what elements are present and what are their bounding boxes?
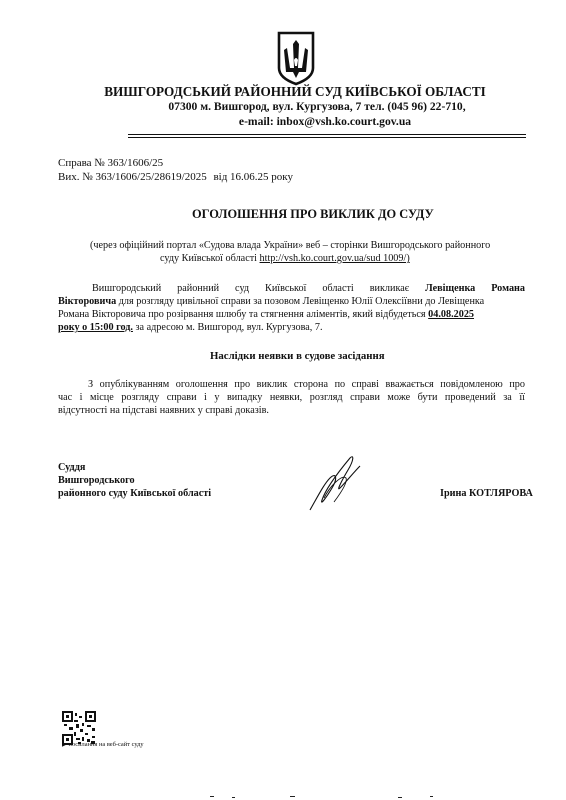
judge-title-2: Вишгородського — [58, 475, 135, 486]
body1-line-1 — [92, 282, 525, 295]
subtitle-line-2 — [160, 252, 410, 265]
body1-text: Вишгородський районний суд Київської області викликає — [92, 283, 410, 294]
judge-name: Ірина КОТЛЯРОВА — [440, 488, 533, 499]
judge-title-3: районного суду Київської області — [58, 488, 212, 499]
judge-title-1: Суддя — [58, 462, 86, 473]
body2-line-3: відсутності на підставі наявних у справі доказів. — [58, 405, 269, 416]
court-email: e-mail: inbox@vsh.ko.court.gov.ua — [238, 115, 412, 128]
body2-line-1: З опублікуванням оголошення про виклик сторона по справі вважається повідомленою про — [88, 379, 525, 390]
document-title: ОГОЛОШЕННЯ ПРО ВИКЛИК ДО СУДУ — [192, 207, 434, 221]
body1-line-4 — [58, 321, 323, 334]
summoned-person: Левіщенка Романа — [425, 283, 526, 294]
outgoing-date: від 16.06.25 року — [213, 171, 293, 183]
case-number: Справа № 363/1606/25 — [58, 157, 164, 169]
header-rule-bottom — [128, 137, 526, 138]
court-name: ВИШГОРОДСЬКИЙ РАЙОННИЙ СУД КИЇВСЬКОЇ ОБЛАСТІ — [104, 84, 486, 99]
scan-artifact — [210, 796, 214, 797]
summoned-person-cont: Вікторовича — [58, 296, 117, 307]
court-address: 07300 м. Вишгород, вул. Кургузова, 7 тел. (045 96) 22-710, — [168, 100, 466, 113]
hearing-date: 04.08.2025 — [428, 309, 475, 320]
consequences-heading: Наслідки неявки в судове засідання — [210, 350, 385, 362]
handwritten-signature-icon — [300, 448, 370, 518]
qr-caption — [62, 741, 144, 749]
hearing-time: року о 15:00 год. — [58, 322, 133, 333]
coat-of-arms-icon — [276, 30, 316, 86]
scan-artifact — [232, 797, 235, 798]
header-rule-top — [128, 134, 526, 135]
body1-line-2 — [58, 295, 484, 308]
body1-line-3 — [58, 308, 474, 321]
body2-line-2: час і місце розгляду справи і у випадку неявки, розгляд справи може бути проведений за її — [58, 392, 525, 403]
qr-caption-text: посилання на веб-сайт суду — [68, 741, 144, 748]
subtitle-line-1: (через офіційний портал «Судова влада України» веб – сторінки Вишгородського районного — [90, 240, 491, 251]
hearing-address: за адресою м. Вишгород, вул. Кургузова, 7. — [135, 322, 323, 333]
scan-artifact — [430, 796, 433, 797]
outgoing-number: Вих. № 363/1606/25/28619/2025 — [58, 171, 207, 183]
pointer-icon: ▶ — [62, 741, 67, 748]
outgoing-number-row — [58, 171, 293, 184]
body1-text-3: Романа Вікторовича про розірвання шлюбу та стягнення аліментів, який відбудеться — [58, 309, 426, 320]
scan-artifact — [290, 796, 295, 797]
court-website-link[interactable]: http://vsh.ko.court.gov.ua/sud 1009/) — [259, 253, 410, 264]
scan-artifact — [398, 797, 402, 798]
body1-text-2: для розгляду цивільної справи за позовом Левіщенко Юлії Олексіївни до Левіщенка — [118, 296, 485, 307]
qr-code-icon — [62, 711, 96, 745]
subtitle-court: суду Київської області — [160, 253, 257, 264]
